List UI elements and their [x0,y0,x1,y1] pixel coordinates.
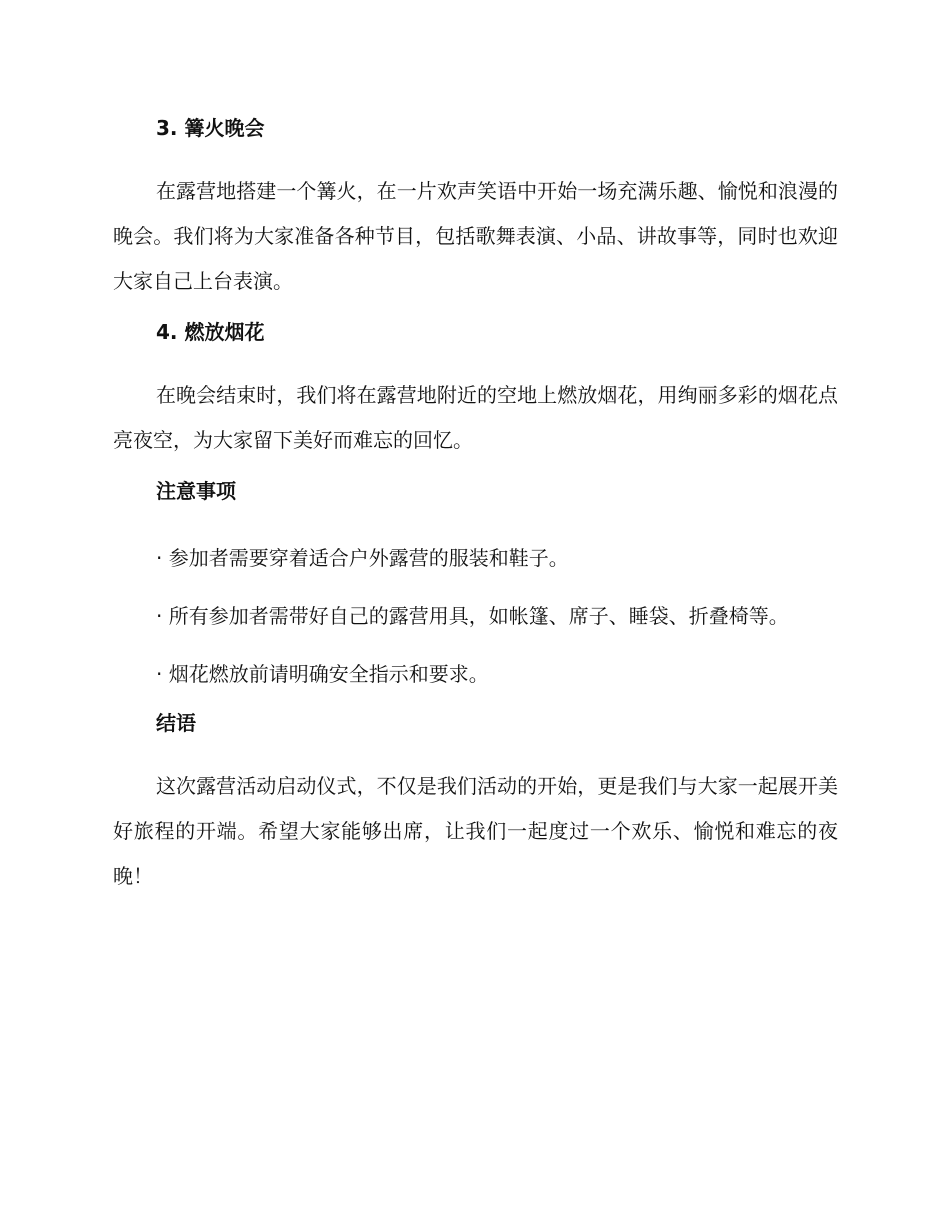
conclusion-heading: 结语 [156,711,196,735]
section-heading-fireworks: 4. 燃放烟花 [156,320,265,344]
notes-item-equipment: · 所有参加者需带好自己的露营用具，如帐篷、席子、睡袋、折叠椅等。 [156,604,789,628]
document-body [113,111,838,910]
notes-item-fireworks-safety: · 烟花燃放前请明确安全指示和要求。 [156,662,489,686]
notes-heading: 注意事项 [156,479,236,503]
section-heading-campfire: 3. 篝火晚会 [156,116,265,140]
notes-item-clothing: · 参加者需要穿着适合户外露营的服装和鞋子。 [156,546,569,570]
section-paragraph-fireworks: 在晚会结束时，我们将在露营地附近的空地上燃放烟花，用绚丽多彩的烟花点亮夜空，为大家留下美好而难忘的回忆。 [113,383,838,452]
conclusion-paragraph: 这次露营活动启动仪式，不仅是我们活动的开始，更是我们与大家一起展开美好旅程的开端。希望大家能够出席，让我们一起度过一个欢乐、愉悦和难忘的夜晚！ [113,774,838,888]
section-paragraph-campfire: 在露营地搭建一个篝火，在一片欢声笑语中开始一场充满乐趣、愉悦和浪漫的晚会。我们将为大家准备各种节目，包括歌舞表演、小品、讲故事等，同时也欢迎大家自己上台表演。 [113,179,838,293]
